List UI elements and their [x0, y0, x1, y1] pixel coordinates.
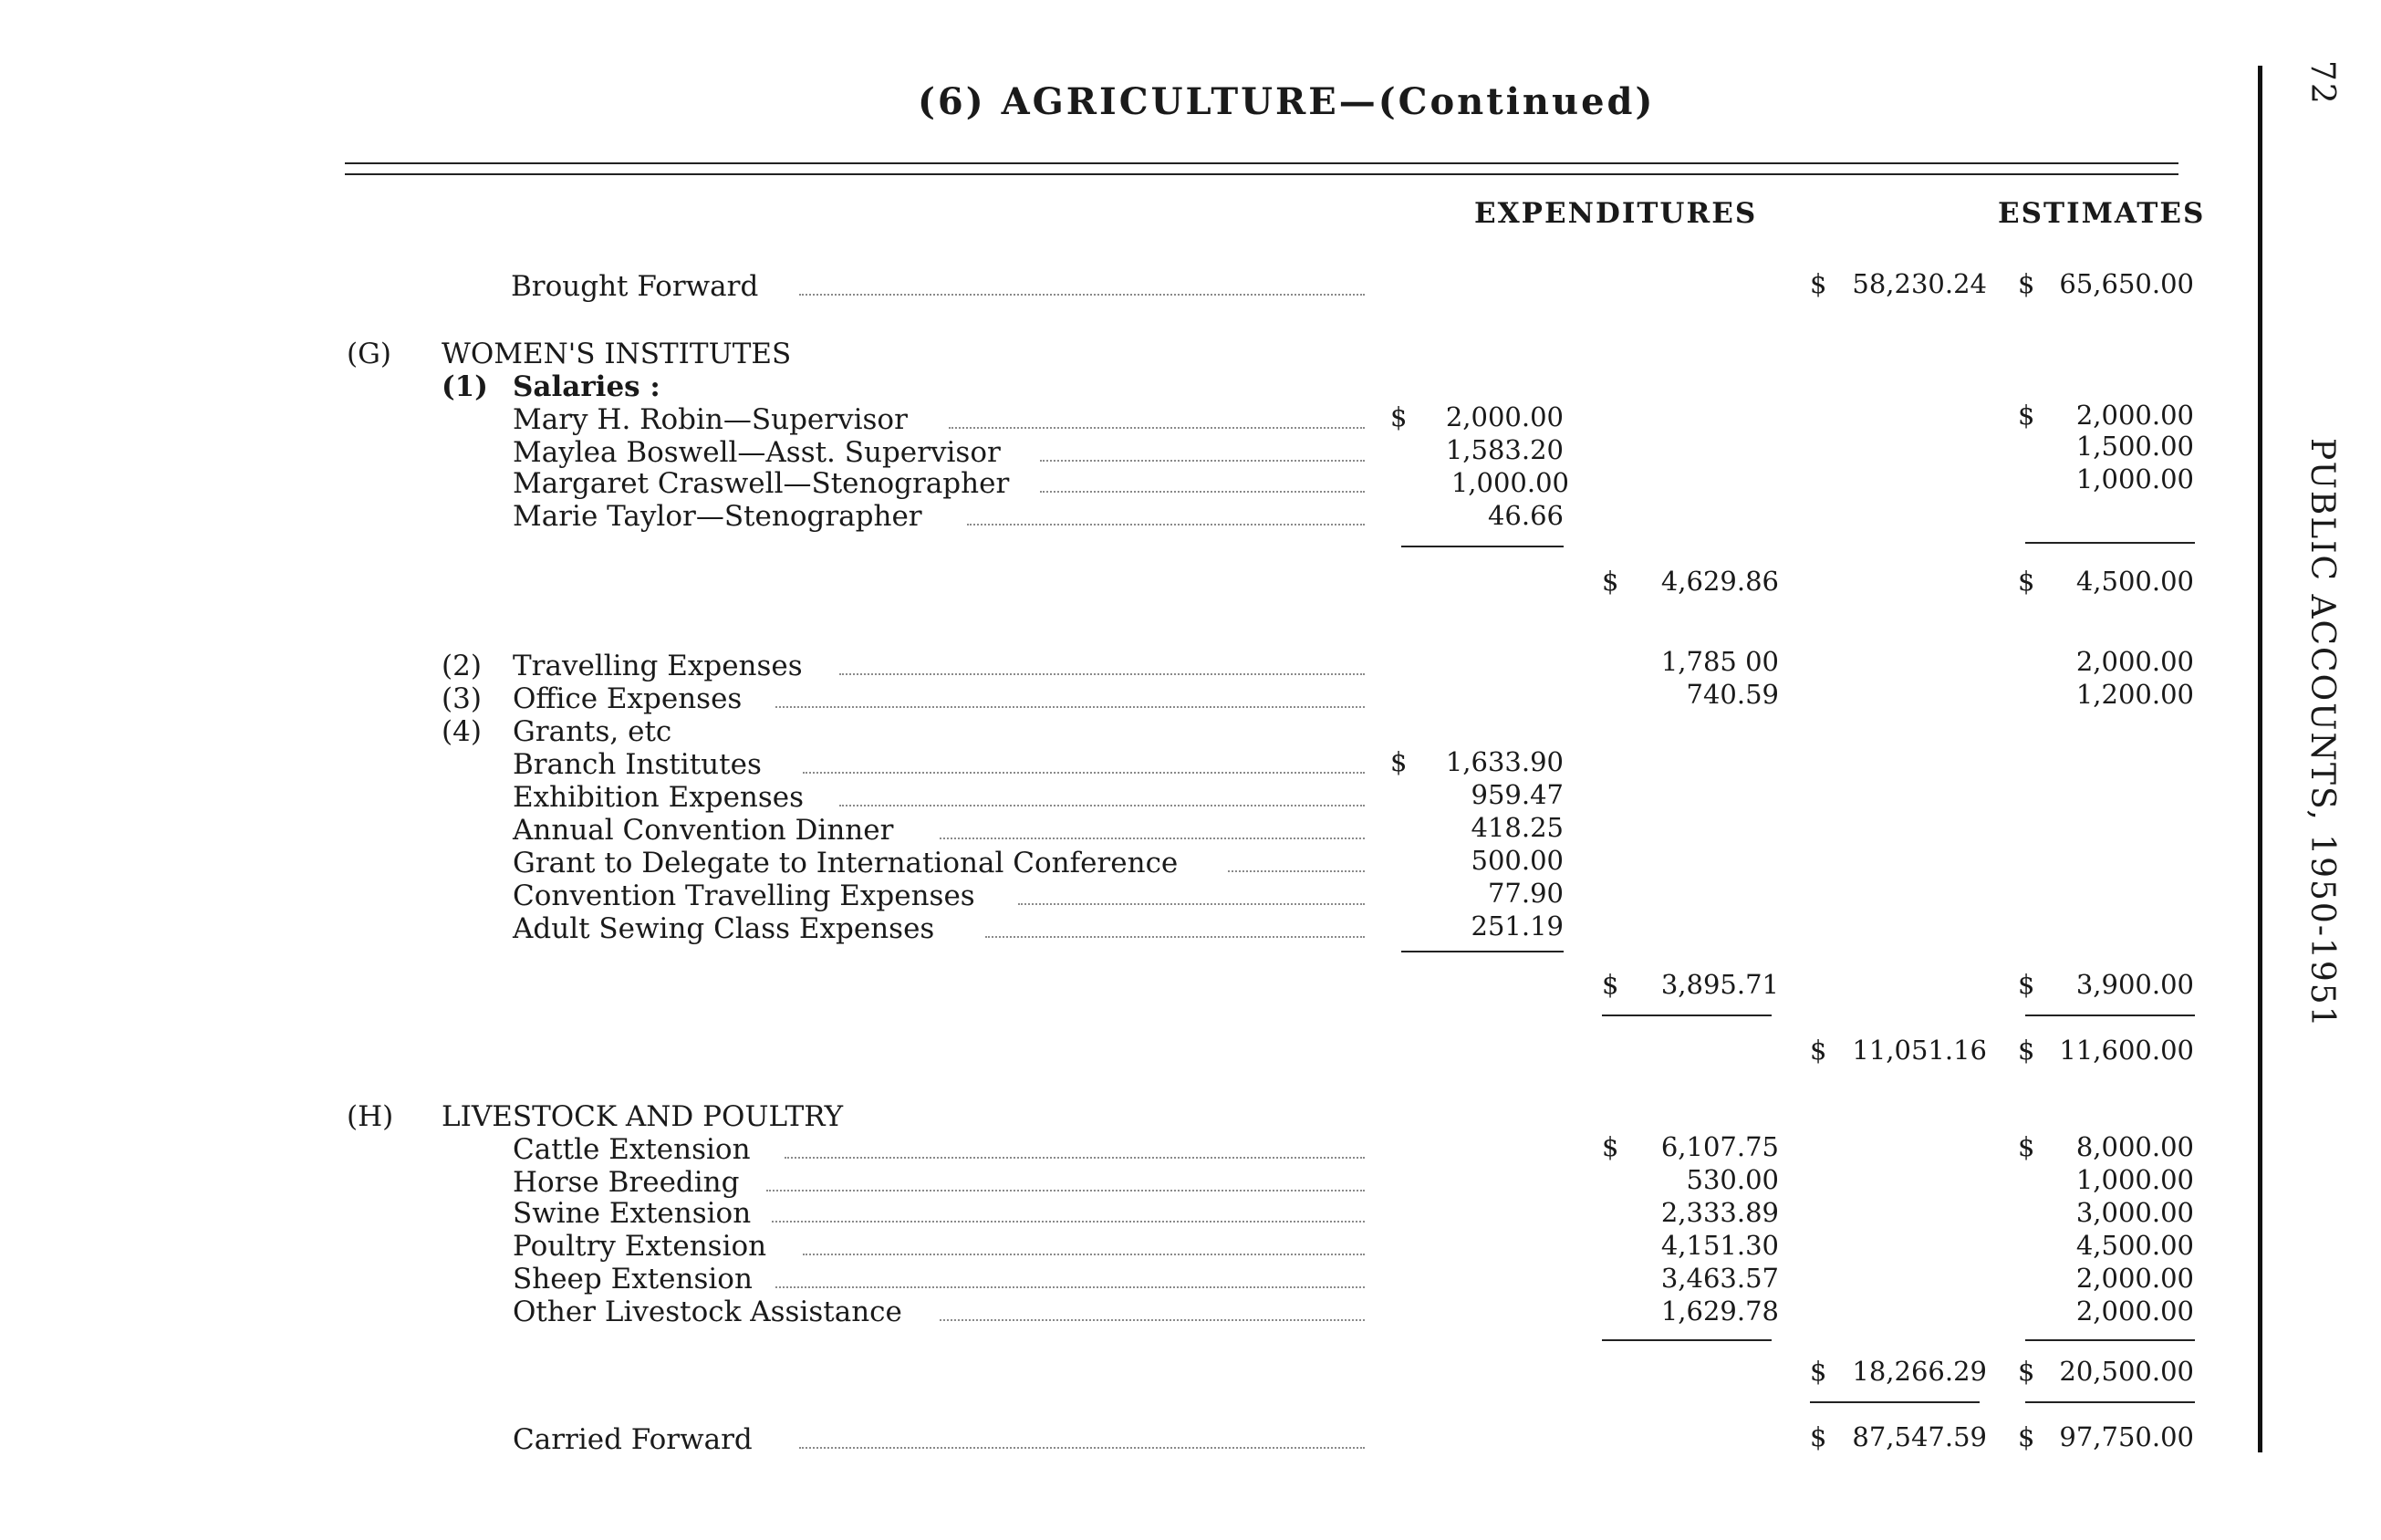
item-amount: 2,333.89: [1660, 1197, 1779, 1228]
item-estimate: 1,200.00: [2075, 679, 2194, 710]
leader-dots: [985, 936, 1365, 938]
item-label: Margaret Craswell—Stenographer: [513, 467, 1010, 500]
leader-dots: [799, 1447, 1365, 1449]
item-amount: 530.00: [1686, 1164, 1779, 1195]
side-margin-text: [2303, 60, 2341, 106]
item-amount: 6,107.75: [1660, 1131, 1779, 1162]
leader-dots: [803, 1254, 1365, 1255]
salaries-subtotal: 4,629.86: [1660, 566, 1779, 597]
dollar-sign: $: [2018, 969, 2035, 1000]
brought-forward-estimate: 65,650.00: [2059, 268, 2194, 299]
item-estimate: 2,000.00: [2075, 400, 2194, 431]
salaries-heading: Salaries :: [513, 370, 660, 403]
dollar-sign: $: [2018, 268, 2035, 299]
dollar-sign: $: [1810, 268, 1827, 299]
item-amount: 1,629.78: [1660, 1295, 1779, 1327]
item-amount: 1,000.00: [1450, 467, 1569, 498]
item-label: Horse Breeding: [513, 1166, 740, 1199]
leader-dots: [785, 1157, 1365, 1159]
item-amount: 500.00: [1471, 845, 1564, 876]
item-amount: 46.66: [1487, 500, 1564, 531]
leader-dots: [839, 673, 1365, 675]
item-label: Office Expenses: [513, 682, 743, 715]
item-label: Other Livestock Assistance: [513, 1295, 902, 1328]
leader-dots: [1040, 460, 1365, 462]
item-amount: 1,633.90: [1445, 746, 1564, 777]
dollar-sign: $: [2018, 400, 2035, 431]
header-rule-bottom: [345, 173, 2178, 175]
page-title: (6) AGRICULTURE—(Continued): [918, 80, 1656, 123]
dollar-sign: $: [2018, 1356, 2035, 1387]
item-label: Poultry Extension: [513, 1230, 767, 1263]
page-number: 72: [2303, 60, 2341, 106]
brought-forward-total: 58,230.24: [1852, 268, 1987, 299]
item-label: Convention Travelling Expenses: [513, 879, 975, 912]
item-code: (3): [442, 682, 482, 715]
item-label: Cattle Extension: [513, 1133, 751, 1166]
leader-dots: [766, 1190, 1365, 1191]
dollar-sign: $: [1810, 1356, 1827, 1387]
dollar-sign: $: [1390, 401, 1408, 432]
dollar-sign: $: [2018, 1035, 2035, 1066]
dollar-sign: $: [1602, 969, 1619, 1000]
leader-dots: [803, 772, 1365, 774]
leader-dots: [772, 1221, 1365, 1223]
item-amount: 1,785 00: [1660, 646, 1779, 677]
item-estimate: 1,000.00: [2075, 1164, 2194, 1195]
running-title-wrap: [2303, 438, 2341, 1029]
sum-rule: [2025, 1015, 2195, 1016]
grants-subtotal: 3,895.71: [1660, 969, 1779, 1000]
leader-dots: [799, 294, 1365, 296]
item-label: Marie Taylor—Stenographer: [513, 500, 922, 533]
item-label: Sheep Extension: [513, 1263, 753, 1295]
leader-dots: [839, 805, 1365, 806]
sum-rule: [2025, 1401, 2195, 1403]
carried-forward-total: 87,547.59: [1852, 1421, 1987, 1452]
section-total-estimate: 11,600.00: [2059, 1035, 2194, 1066]
salaries-subtotal-estimate: 4,500.00: [2075, 566, 2194, 597]
item-estimate: 2,000.00: [2075, 646, 2194, 677]
sum-rule: [1401, 951, 1564, 952]
running-title: PUBLIC ACCOUNTS, 1950-1951: [2303, 438, 2341, 1029]
sum-rule: [1401, 546, 1564, 547]
item-code: (4): [442, 715, 482, 748]
item-amount: 2,000.00: [1445, 401, 1564, 432]
dollar-sign: $: [2018, 1131, 2035, 1162]
item-label: Travelling Expenses: [513, 650, 803, 682]
dollar-sign: $: [2018, 566, 2035, 597]
item-label: Maylea Boswell—Asst. Supervisor: [513, 436, 1001, 469]
item-estimate: 4,500.00: [2075, 1230, 2194, 1261]
item-amount: 740.59: [1686, 679, 1779, 710]
sum-rule: [1810, 1401, 1980, 1403]
leader-dots: [1018, 903, 1365, 905]
sum-rule: [2025, 1339, 2195, 1341]
item-amount: 4,151.30: [1660, 1230, 1779, 1261]
dollar-sign: $: [1602, 566, 1619, 597]
item-label: Mary H. Robin—Supervisor: [513, 403, 908, 436]
leader-dots: [940, 838, 1365, 839]
item-amount: 3,463.57: [1660, 1263, 1779, 1294]
grants-subtotal-estimate: 3,900.00: [2075, 969, 2194, 1000]
sum-rule: [1602, 1339, 1772, 1341]
carried-forward-estimate: 97,750.00: [2059, 1421, 2194, 1452]
section-total: 18,266.29: [1852, 1356, 1987, 1387]
dollar-sign: $: [1602, 1131, 1619, 1162]
dollar-sign: $: [1810, 1035, 1827, 1066]
header-rule-top: [345, 162, 2178, 164]
carried-forward-label: Carried Forward: [513, 1423, 753, 1456]
item-estimate: 1,000.00: [2075, 463, 2194, 494]
item-label: Swine Extension: [513, 1197, 752, 1230]
item-estimate: 3,000.00: [2075, 1197, 2194, 1228]
item-amount: 77.90: [1487, 878, 1564, 909]
item-estimate: 2,000.00: [2075, 1295, 2194, 1327]
dollar-sign: $: [1810, 1421, 1827, 1452]
brought-forward-label: Brought Forward: [511, 270, 759, 303]
item-amount: 959.47: [1471, 779, 1564, 810]
margin-rule: [2258, 66, 2262, 1452]
column-heading-expenditures: EXPENDITURES: [1474, 197, 1758, 230]
section-total-estimate: 20,500.00: [2059, 1356, 2194, 1387]
section-title: LIVESTOCK AND POULTRY: [442, 1100, 844, 1133]
column-heading-estimates: ESTIMATES: [1998, 197, 2206, 230]
item-label: Branch Institutes: [513, 748, 762, 781]
leader-dots: [775, 1286, 1365, 1288]
leader-dots: [1040, 491, 1365, 493]
item-estimate: 1,500.00: [2075, 431, 2194, 462]
leader-dots: [1228, 870, 1365, 872]
item-amount: 251.19: [1471, 910, 1564, 942]
item-label: Adult Sewing Class Expenses: [513, 912, 935, 945]
item-estimate: 2,000.00: [2075, 1263, 2194, 1294]
section-title: WOMEN'S INSTITUTES: [442, 338, 792, 370]
section-code: (G): [347, 338, 391, 370]
leader-dots: [775, 706, 1365, 708]
leader-dots: [949, 427, 1365, 429]
leader-dots: [967, 524, 1365, 525]
item-amount: 418.25: [1471, 812, 1564, 843]
dollar-sign: $: [2018, 1421, 2035, 1452]
sum-rule: [1602, 1015, 1772, 1016]
section-code: (H): [347, 1100, 394, 1133]
item-label: Exhibition Expenses: [513, 781, 805, 814]
item-code: (2): [442, 650, 482, 682]
section-total: 11,051.16: [1852, 1035, 1987, 1066]
grants-heading: Grants, etc: [513, 715, 672, 748]
item-label: Annual Convention Dinner: [513, 814, 894, 847]
leader-dots: [940, 1319, 1365, 1321]
item-estimate: 8,000.00: [2075, 1131, 2194, 1162]
sum-rule: [2025, 542, 2195, 544]
dollar-sign: $: [1390, 746, 1408, 777]
item-amount: 1,583.20: [1445, 434, 1564, 465]
item-code: (1): [442, 370, 488, 403]
item-label: Grant to Delegate to International Conference: [513, 847, 1179, 879]
